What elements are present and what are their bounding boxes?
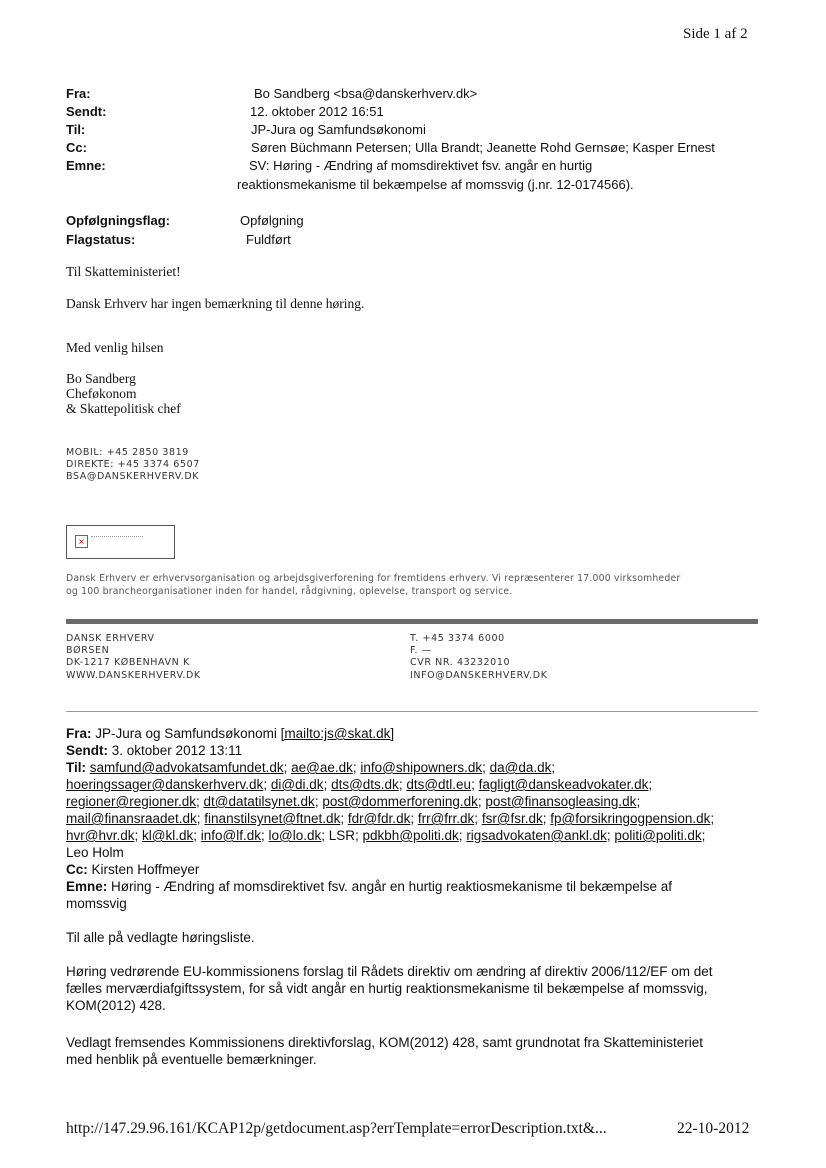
recipient-email-link[interactable]: fagligt@danskeadvokater.dk bbox=[478, 777, 649, 792]
recipient-list bbox=[90, 760, 555, 775]
recipient-separator: ; bbox=[458, 828, 467, 843]
original-sent-row bbox=[66, 742, 242, 759]
recipient-email-link[interactable]: regioner@regioner.dk bbox=[66, 794, 197, 809]
recipient-email-link[interactable]: dts@dtl.eu bbox=[406, 777, 472, 792]
address-left-3: DK-1217 KØBENHAVN K bbox=[66, 657, 190, 668]
original-to-line-1 bbox=[66, 759, 555, 776]
recipient-separator: ; bbox=[477, 794, 486, 809]
original-para-2-line-1: Høring vedrørende EU-kommissionens forslag til Rådets direktiv om ændring af direktiv 2006/112/EF om det bbox=[66, 964, 713, 979]
recipient-separator: ; bbox=[134, 828, 142, 843]
recipient-separator: ; bbox=[196, 794, 204, 809]
recipient-email-link[interactable]: frr@frr.dk bbox=[417, 811, 475, 826]
original-para-1: Til alle på vedlagte høringsliste. bbox=[66, 930, 255, 945]
footer-url[interactable]: http://147.29.96.161/KCAP12p/getdocument.asp?errTemplate=errorDescription.txt&... bbox=[66, 1120, 607, 1137]
cc-label: Cc: bbox=[66, 140, 87, 155]
address-right-3: CVR NR. 43232010 bbox=[410, 657, 511, 668]
status-label: Flagstatus: bbox=[66, 232, 136, 247]
address-left-4: WWW.DANSKERHVERV.DK bbox=[66, 670, 201, 681]
from-label: Fra: bbox=[66, 86, 91, 101]
recipient-email-link[interactable]: dt@datatilsynet.dk bbox=[203, 794, 315, 809]
address-left-2: BØRSEN bbox=[66, 645, 110, 656]
original-subject-row bbox=[66, 878, 672, 895]
recipient-email-link[interactable]: lo@lo.dk bbox=[268, 828, 322, 843]
subject-label: Emne: bbox=[66, 158, 106, 173]
recipient-separator: ; bbox=[398, 777, 407, 792]
original-subject-line-2: momssvig bbox=[66, 896, 127, 911]
recipient-email-link[interactable]: pdkbh@politi.dk bbox=[362, 828, 459, 843]
sent-value: 12. oktober 2012 16:51 bbox=[250, 104, 384, 119]
recipient-list bbox=[66, 794, 640, 809]
direct-number: DIREKTE: +45 3374 6507 bbox=[66, 459, 200, 470]
placeholder-dots bbox=[91, 536, 143, 538]
recipient-separator: ; bbox=[314, 794, 323, 809]
original-from-name: JP-Jura og Samfundsøkonomi bbox=[95, 726, 277, 741]
recipient-email-link[interactable]: ae@ae.dk bbox=[291, 760, 353, 775]
original-cc-row bbox=[66, 861, 199, 878]
recipient-email-link[interactable]: fdr@fdr.dk bbox=[347, 811, 411, 826]
recipient-email-link[interactable]: hvr@hvr.dk bbox=[66, 828, 135, 843]
letter-body: Dansk Erhverv har ingen bemærkning til denne høring. bbox=[66, 296, 365, 311]
original-from-link[interactable]: [mailto:js@skat.dk] bbox=[280, 726, 395, 741]
original-subject-label: Emne: bbox=[66, 879, 108, 894]
recipient-separator: ; bbox=[606, 828, 615, 843]
recipient-separator: ; bbox=[474, 811, 482, 826]
separator-line bbox=[66, 711, 758, 712]
broken-image-placeholder bbox=[66, 525, 175, 559]
signature-email: BSA@DANSKERHVERV.DK bbox=[66, 471, 200, 482]
footer-date: 22-10-2012 bbox=[677, 1120, 750, 1137]
recipient-separator: ; bbox=[636, 794, 641, 809]
recipient-separator: ; bbox=[551, 760, 556, 775]
recipient-email-link[interactable]: fp@forsikringogpension.dk bbox=[550, 811, 711, 826]
original-to-line-4 bbox=[66, 810, 714, 827]
recipient-list bbox=[66, 777, 652, 792]
original-sent-value: 3. oktober 2012 13:11 bbox=[111, 743, 243, 758]
original-cc-label: Cc: bbox=[66, 862, 88, 877]
original-to-line-6: Leo Holm bbox=[66, 845, 124, 860]
original-from-label: Fra: bbox=[66, 726, 92, 741]
recipient-email-link[interactable]: info@lf.dk bbox=[200, 828, 261, 843]
recipient-separator: ; bbox=[283, 760, 292, 775]
address-right-1: T. +45 3374 6000 bbox=[410, 633, 505, 644]
recipient-separator: ; bbox=[321, 828, 329, 843]
recipient-list bbox=[66, 828, 329, 843]
recipient-email-link[interactable]: kl@kl.dk bbox=[142, 828, 194, 843]
signature-title-1: Cheføkonom bbox=[66, 386, 137, 401]
status-value: Fuldført bbox=[246, 232, 291, 247]
subject-line-1: SV: Høring - Ændring af momsdirektivet fsv. angår en hurtig bbox=[249, 158, 593, 173]
recipient-separator: ; bbox=[410, 811, 418, 826]
recipient-email-link[interactable]: samfund@advokatsamfundet.dk bbox=[89, 760, 284, 775]
org-blurb-line-1: Dansk Erhverv er erhvervsorganisation og arbejdsgiverforening for fremtidens erhverv. Vi repræsenterer 17.000 virksomheder bbox=[66, 573, 681, 584]
address-left-1: DANSK ERHVERV bbox=[66, 633, 155, 644]
original-to-line-5 bbox=[66, 827, 705, 844]
greeting: Til Skatteministeriet! bbox=[66, 264, 181, 279]
original-sent-label: Sendt: bbox=[66, 743, 108, 758]
recipient-separator: ; bbox=[340, 811, 348, 826]
original-cc-value: Kirsten Hoffmeyer bbox=[91, 862, 200, 877]
recipient-email-link[interactable]: mail@finansraadet.dk bbox=[66, 811, 197, 826]
flag-value: Opfølgning bbox=[240, 213, 304, 228]
original-to-line-3 bbox=[66, 793, 640, 810]
to-value: JP-Jura og Samfundsøkonomi bbox=[251, 122, 426, 137]
recipient-email-link[interactable]: dts@dts.dk bbox=[331, 777, 399, 792]
recipient-separator: ; bbox=[471, 777, 479, 792]
recipient-list bbox=[363, 828, 706, 843]
mobile-number: MOBIL: +45 2850 3819 bbox=[66, 447, 189, 458]
recipient-separator: ; bbox=[482, 760, 490, 775]
original-para-3-line-2: med henblik på eventuelle bemærkninger. bbox=[66, 1052, 317, 1067]
address-right-4: INFO@DANSKERHVERV.DK bbox=[410, 670, 548, 681]
sent-label: Sendt: bbox=[66, 104, 107, 119]
recipient-lsr: LSR bbox=[328, 828, 355, 843]
address-right-2: F. — bbox=[410, 645, 432, 656]
recipient-email-link[interactable]: post@finansogleasing.dk bbox=[485, 794, 637, 809]
recipient-list bbox=[66, 811, 714, 826]
recipient-email-link[interactable]: rigsadvokaten@ankl.dk bbox=[466, 828, 607, 843]
original-to-line-2 bbox=[66, 776, 652, 793]
original-subject-line-1: Høring - Ændring af momsdirektivet fsv. angår en hurtig reaktiosmekanisme til bekæmpelse af bbox=[111, 879, 672, 894]
recipient-separator: ; bbox=[648, 777, 653, 792]
recipient-separator: ; bbox=[323, 777, 332, 792]
flag-label: Opfølgningsflag: bbox=[66, 213, 170, 228]
recipient-email-link[interactable]: da@da.dk bbox=[489, 760, 552, 775]
divider-bar bbox=[66, 619, 758, 624]
subject-line-2: reaktionsmekanisme til bekæmpelse af momssvig (j.nr. 12-0174566). bbox=[237, 177, 634, 192]
original-para-2-line-2: fælles merværdiafgiftssystem, for så vidt angår en hurtig reaktionsmekanisme til bekæmpelse af momssvig, bbox=[66, 981, 708, 996]
closing: Med venlig hilsen bbox=[66, 340, 164, 355]
from-value: Bo Sandberg <bsa@danskerhverv.dk> bbox=[254, 86, 478, 101]
recipient-separator: ; bbox=[260, 828, 269, 843]
cc-value: Søren Büchmann Petersen; Ulla Brandt; Jeanette Rohd Gernsøe; Kasper Ernest bbox=[251, 140, 715, 155]
original-para-2-line-3: KOM(2012) 428. bbox=[66, 998, 166, 1013]
recipient-separator: ; bbox=[263, 777, 271, 792]
recipient-separator: ; bbox=[710, 811, 715, 826]
page-label: Side 1 af 2 bbox=[683, 26, 748, 42]
recipient-email-link[interactable]: hoeringssager@danskerhverv.dk bbox=[66, 777, 264, 792]
recipient-separator: ; bbox=[352, 760, 361, 775]
to-label: Til: bbox=[66, 122, 86, 137]
signature-name: Bo Sandberg bbox=[66, 371, 136, 386]
broken-image-icon: × bbox=[75, 535, 88, 548]
org-blurb-line-2: og 100 brancheorganisationer inden for handel, rådgivning, oplevelse, transport og service. bbox=[66, 586, 513, 597]
recipient-email-link[interactable]: finanstilsynet@ftnet.dk bbox=[204, 811, 341, 826]
original-from-row bbox=[66, 725, 394, 742]
original-to-label: Til: bbox=[66, 760, 86, 775]
recipient-separator: ; bbox=[193, 828, 201, 843]
recipient-email-link[interactable]: di@di.dk bbox=[270, 777, 324, 792]
original-para-3-line-1: Vedlagt fremsendes Kommissionens direktivforslag, KOM(2012) 428, samt grundnotat fra Skatteministeriet bbox=[66, 1035, 704, 1050]
recipient-email-link[interactable]: politi@politi.dk bbox=[614, 828, 702, 843]
recipient-email-link[interactable]: info@shipowners.dk bbox=[360, 760, 483, 775]
signature-title-2: & Skattepolitisk chef bbox=[66, 401, 181, 416]
recipient-separator: ; bbox=[542, 811, 551, 826]
recipient-separator: ; bbox=[701, 828, 706, 843]
recipient-email-link[interactable]: fsr@fsr.dk bbox=[481, 811, 543, 826]
recipient-separator: ; bbox=[355, 828, 359, 843]
recipient-email-link[interactable]: post@dommerforening.dk bbox=[322, 794, 478, 809]
recipient-separator: ; bbox=[196, 811, 205, 826]
